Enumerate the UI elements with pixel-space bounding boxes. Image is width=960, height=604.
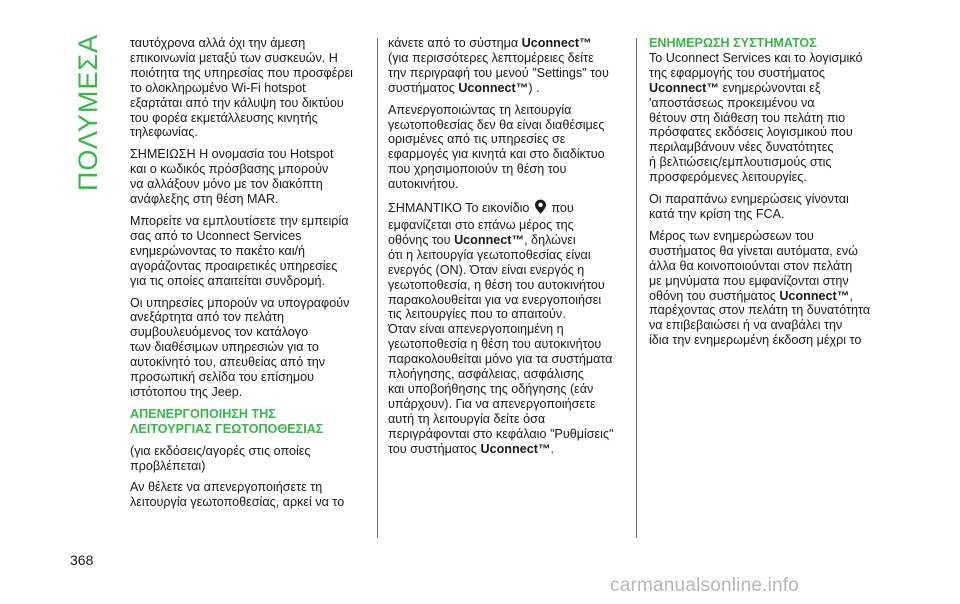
paragraph: Οι παραπάνω ενημερώσεις γίνονται κατά την κρίση της FCA.: [649, 192, 849, 221]
text-column-3: [649, 36, 873, 348]
location-pin-icon: [534, 199, 547, 218]
paragraph: Το Uconnect Services και το λογισμικό της εφαρμογής του συστήματος Uconnect™ ενημερώνονται εξ 'αποστάσεως προκειμένου να θέτουν στη διάθεση του πελάτη πιο πρόσφατες εκδόσεις λογισμικού που περιλαμβάνουν νέες δυνατότητες ή βελτιώσεις/εμπλουτισμούς στις προσφερόμενες λειτουργίες.: [649, 50, 863, 185]
paragraph: Απενεργοποιώντας τη λειτουργία γεωτοποθεσίας δεν θα είναι διαθέσιμες ορισμένες από τις υπηρεσίες σε εφαρμογές για κινητά και στο διαδίκτυο που χρησιμοποιούν τη θέση του αυτοκινήτου.: [388, 102, 605, 192]
section-heading: ΕΝΗΜΕΡΩΣΗ ΣΥΣΤΗΜΑΤΟΣ: [649, 36, 817, 50]
watermark: carmanualsonline.info: [610, 575, 800, 596]
section-title: ΠΟΛΥΜΕΣΑ: [73, 33, 104, 191]
paragraph: Μπορείτε να εμπλουτίσετε την εμπειρία σας από το Uconnect Services ενημερώνοντας το πακέτο και/ή αγοράζοντας προαιρετικές υπηρεσίες για τις οποίες απαιτείται συνδρομή.: [130, 213, 349, 288]
column-divider: [636, 38, 637, 538]
paragraph: (για εκδόσεις/αγορές στις οποίες προβλέπεται): [130, 443, 311, 473]
important-paragraph: ΣΗΜΑΝΤΙΚΟ Το εικονίδιο που εμφανίζεται στο επάνω μέρος της οθόνης του Uconnect™, δηλώνει ότι η λειτουργία γεωτοποθεσίας είναι ενεργός (ON). Όταν είναι ενεργός η γεωτοποθεσία, η θέση του αυτοκινήτου παρακολουθείται για να ενεργοποιήσει τις λειτουργίες που το απαιτούν. Όταν είναι απενεργοποιημένη η γεωτοποθεσία η θέση του αυτοκινήτου παρακολουθείται μόνο για τα συστήματα πλοήγησης, ασφάλειας, ασφάλισης και υποβοήθησης της οδήγησης (εάν υπάρχουν). Για να απενεργοποιήσετε αυτή τη λειτουργία δείτε όσα περιγράφονται στο κεφάλαιο "Ρυθμίσεις" του συστήματος Uconnect™.: [388, 201, 614, 456]
paragraph: Μέρος των ενημερώσεων του συστήματος θα γίνεται αυτόματα, ενώ άλλα θα κοινοποιούνται στον πελάτη με μηνύματα που εμφανίζονται στην οθόνη του συστήματος Uconnect™, παρέχοντας στον πελάτη τη δυνατότητα να επιβεβαιώσει ή να αναβάλει την ίδια την ενημερωμένη έκδοση μέχρι το: [649, 228, 871, 348]
column-divider: [377, 38, 378, 538]
paragraph: Οι υπηρεσίες μπορούν να υπογραφούν ανεξάρτητα από τον πελάτη συμβουλευόμενος τον κατάλογο των διαθέσιμων υπηρεσιών για το αυτοκίνητό του, απευθείας από την προσωπική σελίδα του επίσημου ιστότοπου της Jeep.: [130, 295, 350, 399]
page-number: 368: [70, 552, 94, 568]
paragraph: κάνετε από το σύστημα Uconnect™ (για περισσότερες λεπτομέρειες δείτε την περιγραφή του μενού "Settings" του συστήματος Uconnect™) .: [388, 36, 609, 95]
paragraph: ταυτόχρονα αλλά όχι την άμεση επικοινωνία μεταξύ των συσκευών. Η ποιότητα της υπηρεσίας που προσφέρει το ολοκληρωμένο Wi-Fi hotspot εξαρτάται από την κάλυψη του δικτύου του φορέα εκμετάλλευσης κινητής τηλεφωνίας.: [130, 36, 353, 140]
note-paragraph: ΣΗΜΕΙΩΣΗ Η ονομασία του Hotspot και ο κωδικός πρόσβασης μπορούν να αλλάξουν μόνο με τον διακόπτη ανάφλεξης στη θέση MAR.: [130, 147, 334, 207]
text-column-2: [388, 36, 612, 456]
paragraph: Αν θέλετε να απενεργοποιήσετε τη λειτουργία γεωτοποθεσίας, αρκεί να το: [130, 480, 345, 510]
text-column-1: [130, 36, 354, 510]
section-heading: ΑΠΕΝΕΡΓΟΠΟΙΗΣΗ ΤΗΣ ΛΕΙΤΟΥΡΓΙΑΣ ΓΕΩΤΟΠΟΘΕΣΙΑΣ: [130, 406, 324, 436]
